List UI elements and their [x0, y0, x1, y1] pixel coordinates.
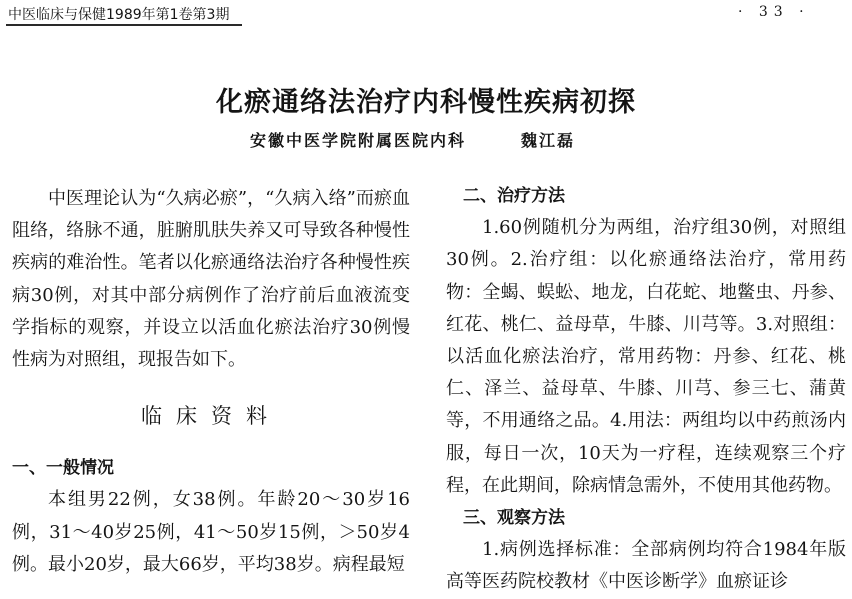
author-affiliation: 安徽中医学院附属医院内科	[250, 131, 467, 150]
intro-paragraph: 中医理论认为“久病必瘀”，“久病入络”而瘀血阻络，络脉不通，脏腑肌肤失养又可导致各种慢性疾病的难治性。笔者以化瘀通络法治疗各种慢性疾病30例，对其中部分病例作了治疗前后血液流变学指标的观察，并设立以活血化瘀法治疗30例慢性病为对照组，现报告如下。	[12, 188, 410, 371]
right-column	[446, 180, 846, 599]
article-title: 化瘀通络法治疗内科慢性疾病初探	[216, 87, 636, 118]
section-heading-clinical-data: 临床资料	[141, 404, 281, 429]
author-name: 魏江磊	[521, 131, 576, 150]
left-column	[12, 183, 410, 581]
header-rule	[6, 24, 242, 26]
general-info-paragraph: 本组男22例，女38例。年龄20～30岁16例，31～40岁25例，41～50岁15例，＞50岁4例。最小20岁，最大66岁，平均38岁。病程最短	[12, 489, 410, 575]
subheading-treatment: 二、治疗方法	[463, 186, 565, 206]
page-number: · 33 ·	[738, 4, 810, 20]
subheading-observation: 三、观察方法	[463, 508, 565, 529]
journal-header: 中医临床与保健1989年第1卷第3期	[8, 7, 230, 23]
observation-paragraph: 1.病例选择标准：全部病例均符合1984年版高等医药院校教材《中医诊断学》血瘀证诊	[446, 539, 846, 593]
treatment-paragraph: 1.60例随机分为两组，治疗组30例，对照组30例。2.治疗组：以化瘀通络法治疗，常用药物：全蝎、蜈蚣、地龙，白花蛇、地鳖虫、丹参、红花、桃仁、益母草，牛膝、川芎等。3.对照组：以活血化瘀法治疗，常用药物：丹参、红花、桃仁、泽兰、益母草、牛膝、川芎、参三七、蒲黄等，不用通络之品。4.用法：两组均以中药煎汤内服，每日一次，10天为一疗程，连续观察三个疗程，在此期间，除病情急需外，不使用其他药物。	[446, 217, 846, 496]
subheading-general-info: 一、一般情况	[12, 458, 114, 479]
